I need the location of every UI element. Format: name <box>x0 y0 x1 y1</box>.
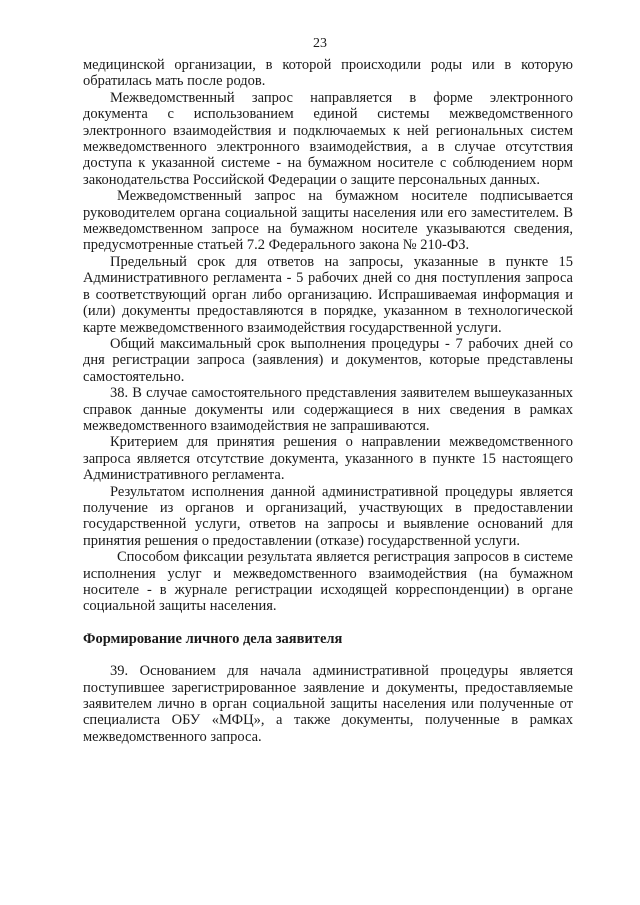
paragraph-response-deadline: Предельный срок для ответов на запросы, указанные в пункте 15 Административного регламента - 5 рабочих дней со дня поступления запроса в соответствующий орган либо организацию. Испрашиваемая информация и (или) документы предоставляются в порядке, указанном в технологической карте межведомственного взаимодействия государственной услуги. <box>83 253 573 336</box>
document-body <box>83 57 573 745</box>
paragraph-item-38: 38. В случае самостоятельного представления заявителем вышеуказанных справок данные документы или содержащиеся в них сведения в рамках межведомственного взаимодействия не запрашиваются. <box>83 385 573 434</box>
section-heading: Формирование личного дела заявителя <box>83 630 343 647</box>
paragraph-item-39: 39. Основанием для начала административной процедуры является поступившее зарегистрированное заявление и документы, предоставляемые заявителем лично в орган социальной защиты населения или полученные от специалиста ОБУ «МФЦ», а также документы, полученные в рамках межведомственного запроса. <box>83 663 573 745</box>
paragraph-max-duration: Общий максимальный срок выполнения процедуры - 7 рабочих дней со дня регистрации запроса (заявления) и документов, которые представлены самостоятельно. <box>83 335 573 385</box>
paragraph-procedure-result: Результатом исполнения данной административной процедуры является получение из органов и организаций, участвующих в предоставлении государственной услуги, ответов на запросы и выявление оснований для принятия решения о предоставлении (отказе) государственной услуги. <box>83 483 573 549</box>
paragraph-paper-request-signature: Межведомственный запрос на бумажном носителе подписывается руководителем органа социальной защиты населения или его заместителем. В межведомственном запросе на бумажном носителе указываются сведения, предусмотренные статьей 7.2 Федерального закона № 210-ФЗ. <box>83 188 573 254</box>
page-number: 23 <box>313 36 327 51</box>
paragraph-continuation: медицинской организации, в которой происходили роды или в которую обратилась мать после родов. <box>83 57 573 90</box>
paragraph-decision-criterion: Критерием для принятия решения о направлении межведомственного запроса является отсутствие документа, указанного в пункте 15 настоящего Административного регламента. <box>83 434 573 484</box>
paragraph-interagency-request-form: Межведомственный запрос направляется в форме электронного документа с использованием единой системы межведомственного электронного взаимодействия и подключаемых к ней региональных систем межведомственного электронного взаимодействия, а в случае отсутствия доступа к указанной системе - на бумажном носителе с соблюдением норм законодательства Российской Федерации о защите персональных данных. <box>83 89 573 188</box>
paragraph-result-recording: Способом фиксации результата является регистрация запросов в системе исполнения услуг и межведомственного взаимодействия (на бумажном носителе - в журнале регистрации исходящей корреспонденции) в органе социальной защиты населения. <box>83 549 573 615</box>
